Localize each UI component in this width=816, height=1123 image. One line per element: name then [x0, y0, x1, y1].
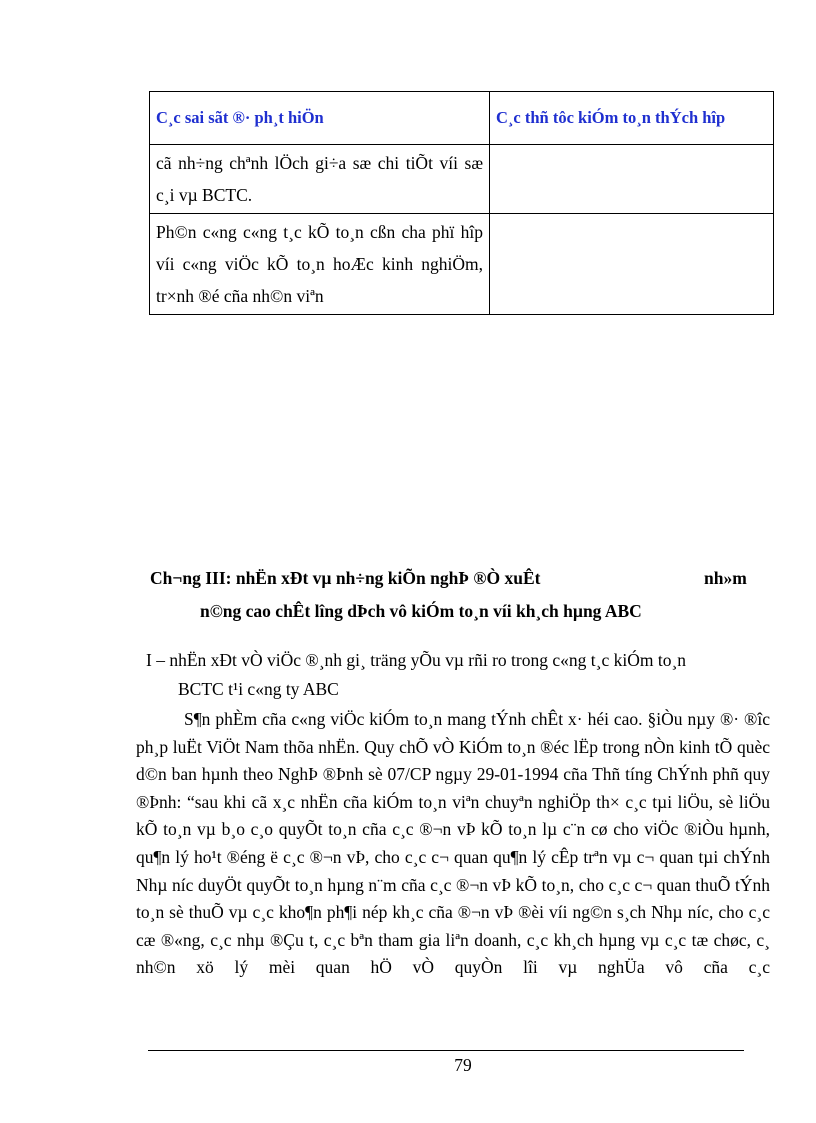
section-heading — [146, 646, 776, 704]
chapter-title-right: nh»m — [704, 568, 747, 588]
body-paragraph: S¶n phÈm cña c«ng viÖc kiÓm to¸n mang tÝnh chÊt x· héi cao. §iÒu nµy ®· ®îc ph¸p luËt ViÖt Nam thõa nhËn. Quy chÕ vÒ KiÓm to¸n ®éc lËp trong nÒn kinh tÕ quèc d©n ban hµnh theo NghÞ ®Þnh sè 07/CP ngµy 29-01-1994 cña Thñ tíng ChÝnh phñ quy ®Þnh: “sau khi cã x¸c nhËn cña kiÓm to¸n viªn chuyªn nghiÖp th× c¸c tµi liÖu, sè liÖu kÕ to¸n vµ b¸o c¸o quyÕt to¸n cña c¸c ®¬n vÞ kÕ to¸n lµ c¨n cø cho viÖc ®iÒu hµnh, qu¶n lý ho¹t ®éng ë c¸c ®¬n vÞ, cho c¸c c¬ quan qu¶n lý cÊp trªn vµ c¬ quan tµi chÝnh Nhµ níc duyÖt quyÕt to¸n hµng n¨m cña c¸c ®¬n vÞ kÕ to¸n, cho c¸c c¬ quan thuÕ tÝnh to¸n sè thuÕ vµ c¸c kho¶n ph¶i nép kh¸c cña ®¬n vÞ ®èi víi ng©n s¸ch Nhµ níc, cho c¸c cæ ®«ng, c¸c nhµ ®Çu t, c¸c bªn tham gia liªn doanh, c¸c kh¸ch hµng vµ c¸c tæ chøc, c¸ nh©n xö lý mèi quan hÖ vÒ quyÒn lîi vµ nghÜa vô cña c¸c — [136, 709, 770, 978]
chapter-heading-line1 — [150, 568, 770, 589]
table-cell — [490, 145, 774, 214]
table-header-cell: C¸c sai sãt ®· ph¸t hiÖn — [150, 92, 490, 145]
findings-procedures-table — [149, 91, 774, 315]
section-heading-line1: I – nhËn xÐt vÒ viÖc ®¸nh gi¸ träng yÕu vµ rñi ro trong c«ng t¸c kiÓm to¸n — [146, 650, 687, 670]
table-row — [150, 145, 774, 214]
table-row — [150, 214, 774, 315]
body-text — [136, 706, 770, 982]
table-cell: cã nh÷ng chªnh lÖch gi÷a sæ chi tiÕt víi sæ c¸i vµ BCTC. — [150, 145, 490, 214]
chapter-title-left: Ch¬ng III: nhËn xÐt vµ nh÷ng kiÕn nghÞ ®Ò xuÊt — [150, 568, 541, 588]
table-cell: Ph©n c«ng c«ng t¸c kÕ to¸n cßn cha phï hîp víi c«ng viÖc kÕ to¸n hoÆc kinh nghiÖm, tr×nh ®é cña nh©n viªn — [150, 214, 490, 315]
table-header-cell: C¸c thñ tôc kiÓm to¸n thÝch hîp — [490, 92, 774, 145]
table-cell — [490, 214, 774, 315]
footer-rule — [148, 1050, 744, 1051]
section-heading-line2: BCTC t¹i c«ng ty ABC — [178, 679, 339, 699]
page-number: 79 — [454, 1055, 472, 1075]
chapter-heading-line2: n©ng cao chÊt lîng dÞch vô kiÓm to¸n víi kh¸ch hµng ABC — [200, 601, 642, 621]
table-header-row — [150, 92, 774, 145]
